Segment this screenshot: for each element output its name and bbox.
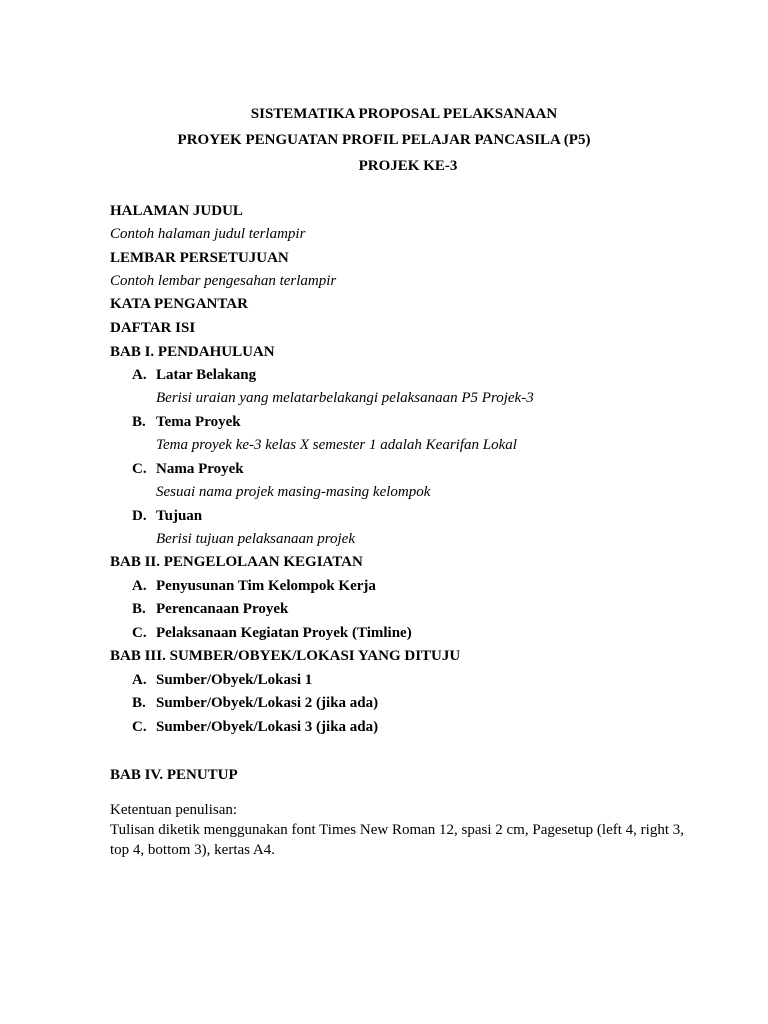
list-item-note: Berisi uraian yang melatarbelakangi pelaksanaan P5 Projek-3 [156, 390, 534, 406]
list-item-label: Sumber/Obyek/Lokasi 2 (jika ada) [156, 695, 379, 711]
section-heading-lembar-persetujuan: LEMBAR PERSETUJUAN [110, 250, 289, 266]
list-item-note: Berisi tujuan pelaksanaan projek [156, 531, 355, 547]
list-item [132, 694, 378, 713]
list-item [132, 718, 378, 737]
list-item-letter: A. [132, 578, 147, 594]
list-item-label: Tema Proyek [156, 414, 241, 430]
list-item-letter: B. [132, 695, 146, 711]
section-heading-halaman-judul: HALAMAN JUDUL [110, 203, 243, 219]
list-item-label: Sumber/Obyek/Lokasi 1 [156, 672, 313, 688]
section-note-lembar-persetujuan: Contoh lembar pengesahan terlampir [110, 273, 337, 289]
list-item [132, 624, 412, 643]
section-heading-daftar-isi: DAFTAR ISI [110, 320, 196, 336]
list-item [132, 577, 376, 596]
title-line-3: PROJEK KE-3 [358, 158, 458, 174]
section-heading-bab1: BAB I. PENDAHULUAN [110, 344, 275, 360]
writing-rules-label: Ketentuan penulisan: [110, 802, 238, 818]
writing-rules-text: Tulisan diketik menggunakan font Times New Roman 12, spasi 2 cm, Pagesetup (left 4, right 3, top 4, bottom 3), kertas A4. [110, 822, 684, 858]
list-item [132, 413, 241, 432]
list-item-label: Penyusunan Tim Kelompok Kerja [156, 578, 376, 594]
title-line-1: SISTEMATIKA PROPOSAL PELAKSANAAN [250, 106, 558, 122]
list-item-letter: A. [132, 672, 147, 688]
document-title [0, 101, 768, 179]
list-item-letter: B. [132, 601, 146, 617]
list-item [132, 507, 202, 526]
list-item-label: Pelaksanaan Kegiatan Proyek (Timline) [156, 625, 412, 641]
list-item-note: Sesuai nama projek masing-masing kelompok [156, 484, 431, 500]
section-note-halaman-judul: Contoh halaman judul terlampir [110, 226, 306, 242]
list-item-letter: A. [132, 367, 147, 383]
list-item-label: Perencanaan Proyek [156, 601, 289, 617]
list-item [132, 671, 312, 690]
list-item-letter: D. [132, 508, 147, 524]
list-item-letter: B. [132, 414, 146, 430]
list-item-label: Nama Proyek [156, 461, 244, 477]
list-item-label: Latar Belakang [156, 367, 257, 383]
writing-rules [110, 800, 700, 860]
title-line-2: PROYEK PENGUATAN PROFIL PELAJAR PANCASILA (P5) [177, 132, 591, 148]
list-item [132, 366, 256, 385]
list-item-letter: C. [132, 461, 147, 477]
list-item-letter: C. [132, 719, 147, 735]
list-item-label: Sumber/Obyek/Lokasi 3 (jika ada) [156, 719, 379, 735]
list-item-note: Tema proyek ke-3 kelas X semester 1 adalah Kearifan Lokal [156, 437, 517, 453]
section-heading-bab2: BAB II. PENGELOLAAN KEGIATAN [110, 554, 363, 570]
list-item-letter: C. [132, 625, 147, 641]
list-item [132, 600, 288, 619]
list-item-label: Tujuan [156, 508, 203, 524]
list-item [132, 460, 244, 479]
section-heading-bab4: BAB IV. PENUTUP [110, 767, 238, 783]
section-heading-bab3: BAB III. SUMBER/OBYEK/LOKASI YANG DITUJU [110, 648, 461, 664]
section-heading-kata-pengantar: KATA PENGANTAR [110, 296, 248, 312]
